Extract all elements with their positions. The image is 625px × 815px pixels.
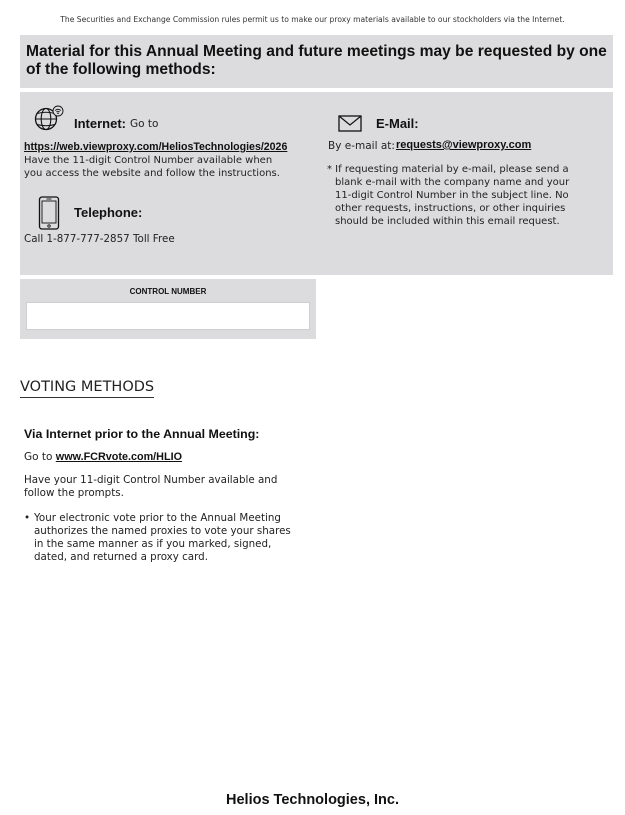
email-label: E-Mail: [376, 116, 419, 131]
voting-go-to: Go to [24, 451, 53, 463]
email-request-link[interactable]: requests@viewproxy.com [396, 139, 532, 151]
bullet: • [24, 512, 31, 524]
internet-label: Internet: [74, 116, 126, 131]
mobile-phone-icon [38, 196, 60, 230]
voting-go-to-line [24, 451, 182, 463]
voting-instructions: Have your 11-digit Control Number available and follow the prompts. [24, 474, 278, 499]
control-number-field [26, 302, 310, 330]
control-number-box [20, 279, 316, 339]
voting-url-link[interactable]: www.FCRvote.com/HLIO [55, 451, 182, 463]
company-name: Helios Technologies, Inc. [226, 792, 399, 808]
voting-bullet-text: Your electronic vote prior to the Annual Meeting authorizes the named proxies to vote your shares in the same manner as if you marked, signed, dated, and returned a proxy card. [34, 512, 291, 563]
voting-internet-heading: Via Internet prior to the Annual Meeting: [24, 427, 260, 441]
envelope-icon [338, 115, 362, 132]
globe-wifi-icon [34, 105, 64, 131]
sec-disclaimer: The Securities and Exchange Commission rules permit us to make our proxy materials available to our stockholders via the Internet. [60, 15, 565, 24]
control-number-label: CONTROL NUMBER [129, 287, 207, 296]
telephone-number: Call 1-877-777-2857 Toll Free [24, 233, 175, 245]
internet-request-link[interactable]: https://web.viewproxy.com/HeliosTechnologies/2026 [24, 141, 288, 153]
request-methods-box [20, 92, 613, 275]
internet-note: Have the 11-digit Control Number available when you access the website and follow the instructions. [24, 155, 280, 179]
voting-bullet-item [24, 512, 291, 564]
voting-methods-title: VOTING METHODS [20, 379, 154, 398]
request-heading: Material for this Annual Meeting and future meetings may be requested by one of the following methods: [26, 43, 607, 78]
telephone-label: Telephone: [74, 205, 143, 220]
request-heading-box [20, 35, 613, 88]
email-prefix: By e-mail at: [328, 140, 395, 152]
internet-go-to: Go to [130, 118, 159, 130]
email-note: * If requesting material by e-mail, please send a blank e-mail with the company name and your 11-digit Control Number in the subject line. No other requests, instructions, or other inquiries should be included within this email request. [327, 164, 570, 227]
